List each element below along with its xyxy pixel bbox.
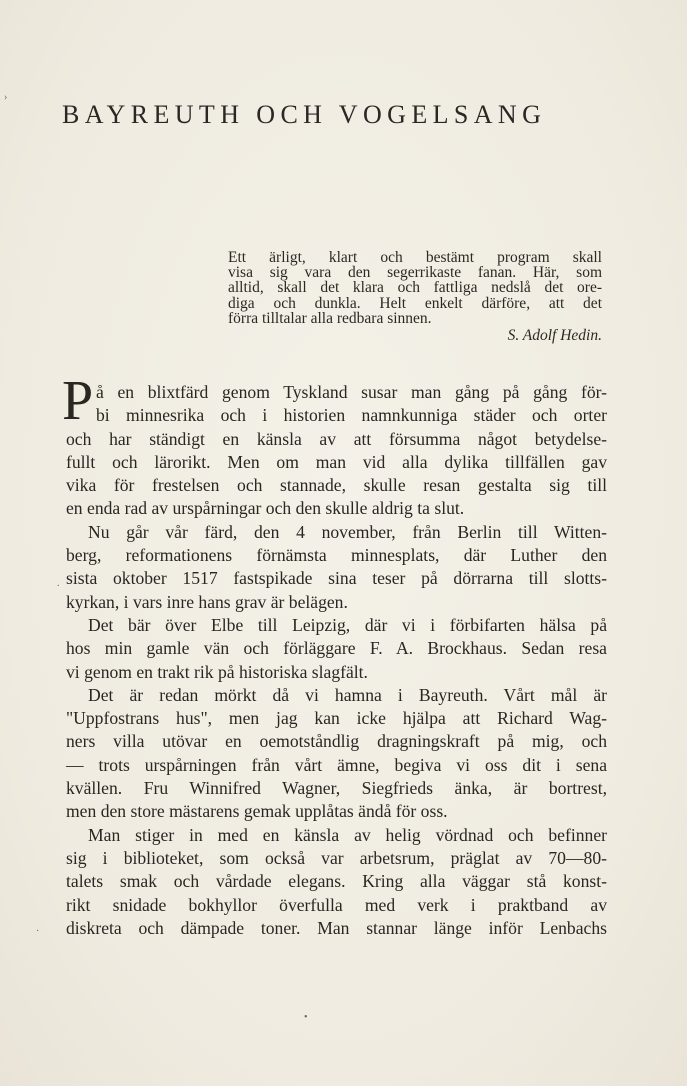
text-line: vi genom en trakt rik på historiska slagfält. [66, 661, 368, 682]
text-line: kvällen. Fru Winnifred Wagner, Siegfrieds änka, är bortrest, [66, 778, 607, 799]
text-line: Man stiger in med en känsla av helig vördnad och befinner [88, 824, 607, 845]
text-line: berg, reformationens förnämsta minnesplats, där Luther den [66, 545, 607, 566]
text-line: sig i biblioteket, som också var arbetsrum, präglat av 70—80- [66, 847, 607, 868]
epigraph-line: Ett ärligt, klart och bestämt program skall [228, 249, 602, 266]
text-line: — trots urspårningen från vårt ämne, begiva vi oss dit i sena [66, 754, 607, 775]
text-line: hos min gamle vän och förläggare F. A. Brockhaus. Sedan resa [66, 638, 607, 659]
paper-speck: . [57, 578, 60, 589]
epigraph [228, 250, 602, 343]
epigraph-line: visa sig vara den segerrikaste fanan. Här, som [228, 264, 602, 282]
text-line: men den store mästarens gemak upplåtas ändå för oss. [66, 801, 448, 822]
text-line: kyrkan, i vars inre hans grav är belägen. [66, 591, 348, 612]
text-line: och har ständigt en känsla av att försumma något betydelse- [66, 428, 607, 449]
text-line: talets smak och vårdade elegans. Kring alla väggar stå konst- [66, 871, 607, 892]
text-line: en enda rad av urspårningar och den skulle aldrig ta slut. [66, 498, 465, 519]
text-line: rikt snidade bokhyllor överfulla med verk i praktband av [66, 894, 607, 915]
text-line: "Uppfostrans hus", men jag kan icke hjälpa att Richard Wag- [66, 708, 607, 729]
paper-speck: · [36, 926, 40, 937]
drop-cap: P [62, 370, 94, 432]
text-line: Det bär över Elbe till Leipzig, där vi i förbifarten hälsa på [88, 614, 607, 635]
epigraph-line: diga och dunkla. Helt enkelt därföre, att det [228, 294, 602, 312]
epigraph-line: alltid, skall det klara och fattliga nedslå det ore- [228, 279, 602, 297]
text-line: diskreta och dämpade toner. Man stannar länge inför Lenbachs [66, 917, 607, 938]
paper-speck: › [4, 92, 8, 103]
text-line: Det är redan mörkt då vi hamna i Bayreuth. Vårt mål är [88, 684, 607, 705]
text-line: Nu går vår färd, den 4 november, från Berlin till Witten- [88, 521, 607, 542]
epigraph-attribution: S. Adolf Hedin. [507, 326, 602, 344]
chapter-title: BAYREUTH OCH VOGELSANG [62, 100, 547, 129]
text-line: sista oktober 1517 fastspikade sina teser på dörrarna till slotts- [66, 568, 607, 589]
text-line: vika för frestelsen och stannade, skulle resan gestalta sig till [66, 475, 607, 496]
body-text [66, 381, 607, 940]
text-line: bi minnesrika och i historien namnkunniga städer och orter [96, 405, 607, 426]
epigraph-line: förra tilltalar alla redbara sinnen. [228, 309, 432, 327]
text-line: å en blixtfärd genom Tyskland susar man gång på gång för- [96, 382, 607, 402]
paper-speck: • [304, 1012, 308, 1023]
text-line: fullt och lärorikt. Men om man vid alla dylika tillfällen gav [66, 451, 607, 472]
text-line: ners villa utövar en oemotståndlig dragningskraft på mig, och [66, 731, 607, 752]
